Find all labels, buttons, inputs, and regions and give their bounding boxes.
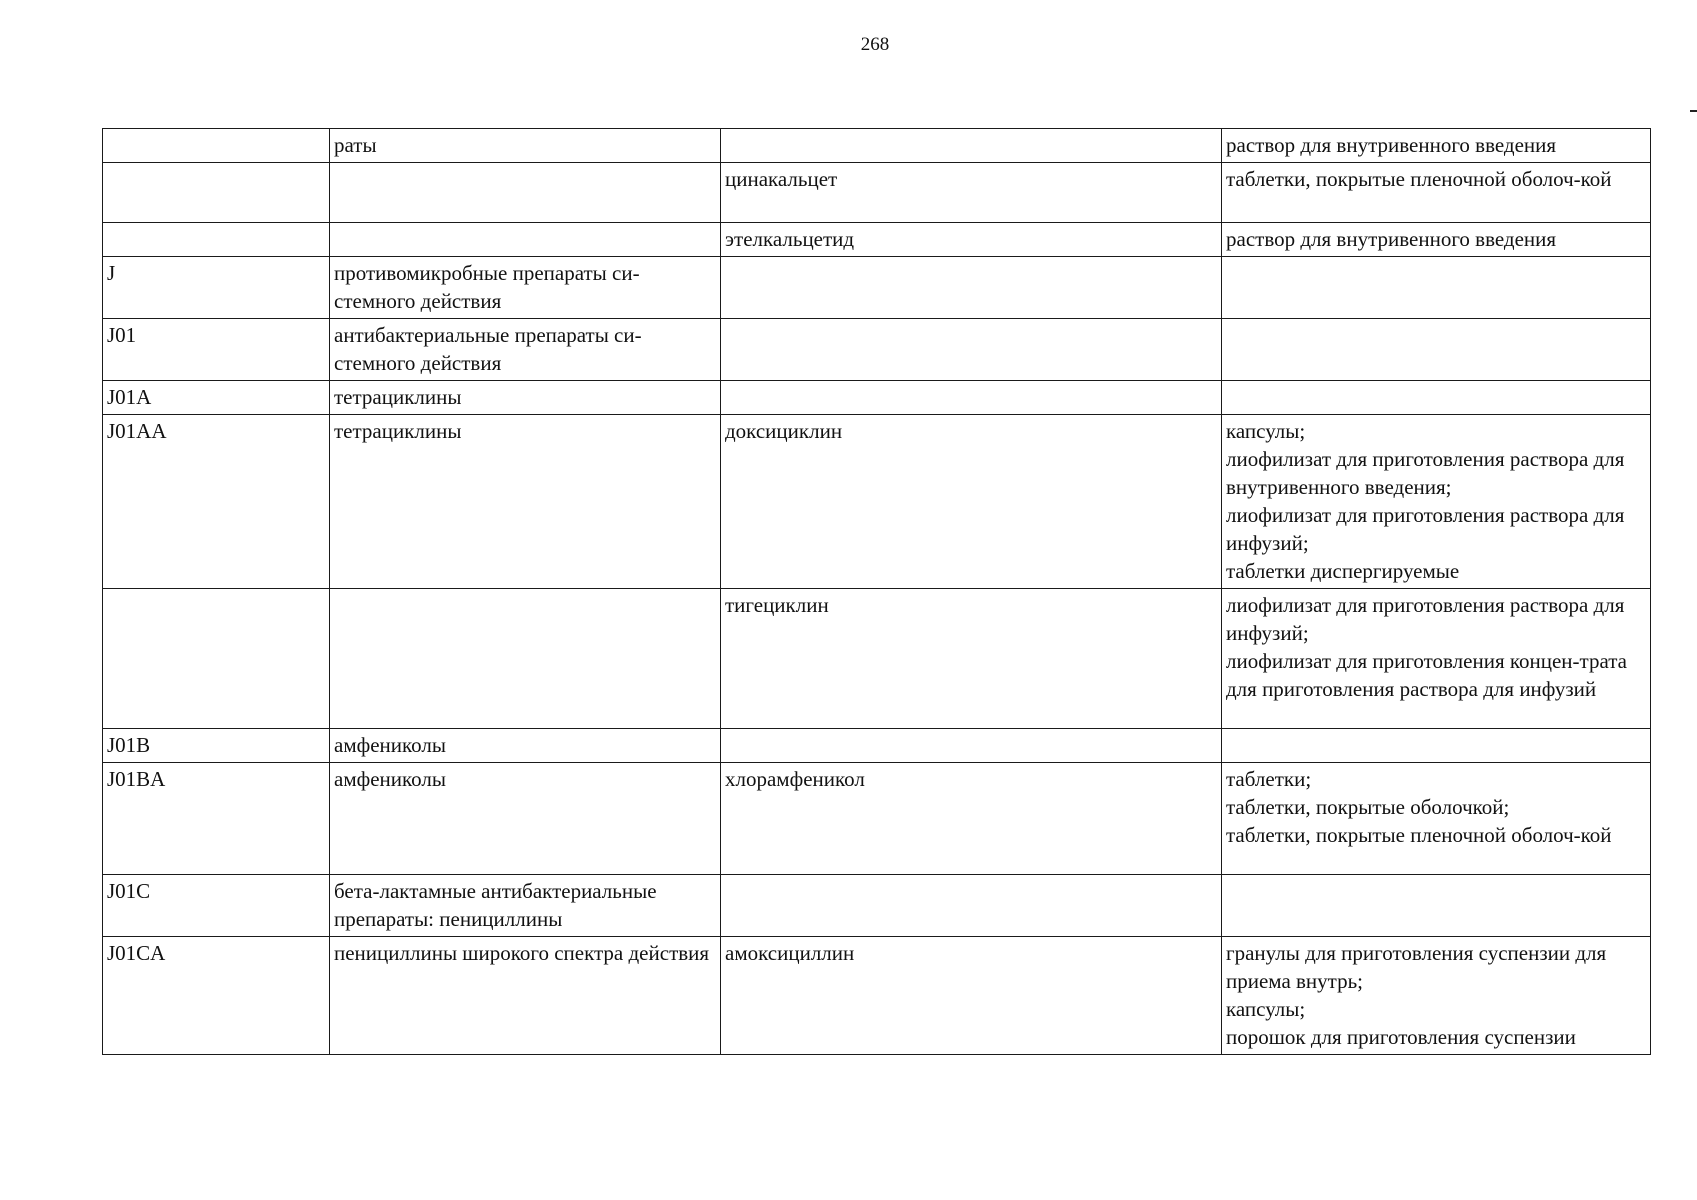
atc-code-cell <box>103 223 330 257</box>
dosage-form: таблетки, покрытые оболочкой; <box>1226 795 1510 819</box>
dosage-form: лиофилизат для приготовления раствора для инфузий; <box>1226 503 1625 555</box>
atc-code-cell: J01CA <box>103 937 330 1055</box>
dosage-forms-cell <box>1222 763 1651 875</box>
atc-code-cell <box>103 589 330 729</box>
drug-table <box>102 128 1651 1055</box>
dosage-forms-cell <box>1222 163 1651 223</box>
anatomical-group-cell: пенициллины широкого спектра действия <box>330 937 721 1055</box>
atc-code-cell: J <box>103 257 330 319</box>
substance-cell <box>721 729 1222 763</box>
anatomical-group-cell: амфениколы <box>330 763 721 875</box>
substance-cell: хлорамфеникол <box>721 763 1222 875</box>
dosage-form: таблетки, покрытые пленочной оболоч-кой <box>1226 167 1612 191</box>
dosage-form: лиофилизат для приготовления раствора для внутривенного введения; <box>1226 447 1625 499</box>
dosage-form: гранулы для приготовления суспензии для приема внутрь; <box>1226 941 1607 993</box>
dosage-form: таблетки диспергируемые <box>1226 559 1460 583</box>
anatomical-group-cell: раты <box>330 129 721 163</box>
dosage-forms-cell <box>1222 223 1651 257</box>
table-row <box>103 163 1651 223</box>
substance-cell <box>721 875 1222 937</box>
dosage-forms-cell <box>1222 319 1651 381</box>
dosage-forms-cell <box>1222 875 1651 937</box>
table-body <box>103 129 1651 1055</box>
dosage-forms-cell <box>1222 415 1651 589</box>
table-row <box>103 129 1651 163</box>
table-row <box>103 415 1651 589</box>
page-number: 268 <box>860 34 890 55</box>
substance-cell: цинакальцет <box>721 163 1222 223</box>
table-row <box>103 875 1651 937</box>
atc-code-cell: J01B <box>103 729 330 763</box>
dosage-forms-cell <box>1222 129 1651 163</box>
anatomical-group-cell <box>330 163 721 223</box>
atc-code-cell <box>103 129 330 163</box>
substance-cell: амоксициллин <box>721 937 1222 1055</box>
table-row <box>103 223 1651 257</box>
atc-code-cell: J01AA <box>103 415 330 589</box>
substance-cell: тигециклин <box>721 589 1222 729</box>
dosage-forms-cell <box>1222 381 1651 415</box>
anatomical-group-cell <box>330 589 721 729</box>
substance-cell <box>721 381 1222 415</box>
table-row <box>103 381 1651 415</box>
table-row <box>103 763 1651 875</box>
atc-code-cell: J01C <box>103 875 330 937</box>
substance-cell <box>721 257 1222 319</box>
atc-code-cell: J01 <box>103 319 330 381</box>
table-row <box>103 589 1651 729</box>
dosage-form: таблетки; <box>1226 767 1312 791</box>
dosage-forms-cell <box>1222 729 1651 763</box>
dosage-form: порошок для приготовления суспензии <box>1226 1025 1576 1049</box>
substance-cell: этелкальцетид <box>721 223 1222 257</box>
table-row <box>103 937 1651 1055</box>
substance-cell: доксициклин <box>721 415 1222 589</box>
table-row <box>103 319 1651 381</box>
anatomical-group-cell <box>330 223 721 257</box>
anatomical-group-cell: антибактериальные препараты си-стемного действия <box>330 319 721 381</box>
anatomical-group-cell: противомикробные препараты си-стемного действия <box>330 257 721 319</box>
atc-code-cell: J01BA <box>103 763 330 875</box>
dosage-form: капсулы; <box>1226 419 1306 443</box>
atc-code-cell: J01A <box>103 381 330 415</box>
substance-cell <box>721 129 1222 163</box>
dosage-form: раствор для внутривенного введения <box>1226 227 1557 251</box>
dosage-form: лиофилизат для приготовления концен-трата для приготовления раствора для инфузий <box>1226 649 1627 701</box>
atc-code-cell <box>103 163 330 223</box>
dosage-forms-cell <box>1222 589 1651 729</box>
dosage-forms-cell <box>1222 937 1651 1055</box>
dosage-form: лиофилизат для приготовления раствора для инфузий; <box>1226 593 1625 645</box>
anatomical-group-cell: тетрациклины <box>330 415 721 589</box>
anatomical-group-cell: бета-лактамные антибактериальные препараты: пенициллины <box>330 875 721 937</box>
anatomical-group-cell: амфениколы <box>330 729 721 763</box>
dosage-form: капсулы; <box>1226 997 1306 1021</box>
table-row <box>103 257 1651 319</box>
table-row <box>103 729 1651 763</box>
margin-mark <box>1690 110 1697 112</box>
dosage-form: раствор для внутривенного введения <box>1226 133 1557 157</box>
dosage-forms-cell <box>1222 257 1651 319</box>
substance-cell <box>721 319 1222 381</box>
dosage-form: таблетки, покрытые пленочной оболоч-кой <box>1226 823 1612 847</box>
anatomical-group-cell: тетрациклины <box>330 381 721 415</box>
